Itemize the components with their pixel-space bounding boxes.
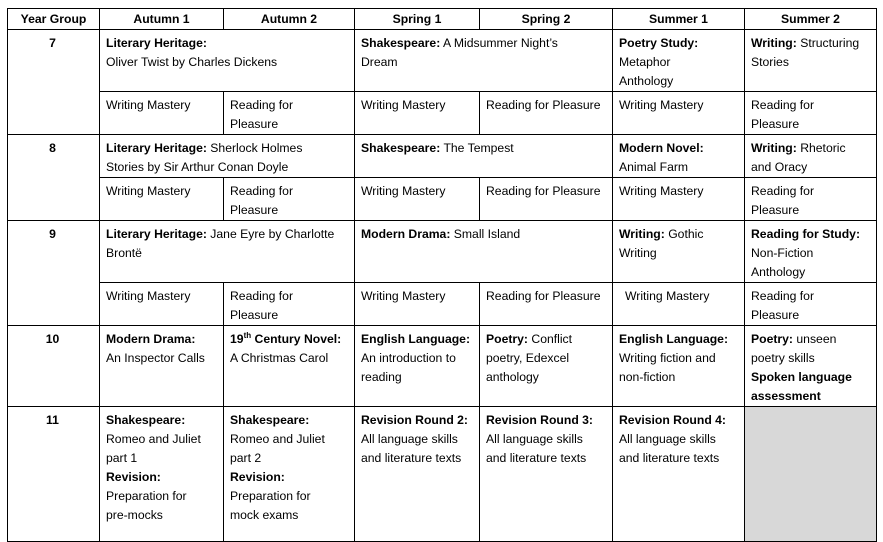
header-autumn-1: Autumn 1: [100, 9, 224, 30]
y7-spring-title: Shakespeare:: [361, 36, 441, 50]
y8-autumn-cell: [100, 135, 355, 178]
header-summer-1: Summer 1: [613, 9, 745, 30]
y8-sub-su2-l1: Reading for: [751, 184, 815, 198]
y11-a2-title: Shakespeare:: [230, 413, 310, 427]
y8-sub-a1: Writing Mastery: [100, 178, 224, 221]
y11-s2-cell: [480, 407, 613, 542]
y9-summer1-text-2: Writing: [619, 246, 657, 260]
y9-summer2-title: Reading for Study:: [751, 227, 861, 241]
y9-sub-a2: [224, 283, 355, 326]
y10-su1-title: English Language:: [619, 332, 729, 346]
year-11-label: 11: [8, 407, 100, 542]
y8-sub-a2-l2: Pleasure: [230, 203, 279, 217]
y10-s2-text-3: anthology: [486, 370, 539, 384]
y11-a2-text-2: part 2: [230, 451, 262, 465]
y11-a1-title-2: Revision:: [106, 470, 161, 484]
table-row: [8, 407, 877, 542]
y11-a2-text: Romeo and Juliet: [230, 432, 325, 446]
y7-summer2-text: Structuring: [796, 36, 860, 50]
y10-su2-text-4: assessment: [751, 389, 821, 403]
y7-summer2-text-2: Stories: [751, 55, 789, 69]
y9-sub-a2-l1: Reading for: [230, 289, 294, 303]
y10-a2-title-sup: th: [243, 330, 252, 340]
y8-sub-s1: Writing Mastery: [355, 178, 480, 221]
y9-summer1-cell: [613, 221, 745, 283]
y7-sub-s2: Reading for Pleasure: [480, 92, 613, 135]
year-7-label: 7: [8, 30, 100, 135]
y10-su2-text-2: poetry skills: [751, 351, 815, 365]
y11-a1-text-2: part 1: [106, 451, 138, 465]
y11-su2-empty-cell: [745, 407, 877, 542]
header-autumn-2: Autumn 2: [224, 9, 355, 30]
y10-su2-cell: [745, 326, 877, 407]
y7-summer1-title: Poetry Study:: [619, 36, 699, 50]
y11-a1-title: Shakespeare:: [106, 413, 186, 427]
y8-summer2-text-2: and Oracy: [751, 160, 808, 174]
table-row: [8, 221, 877, 283]
y9-summer2-text: Non-Fiction: [751, 246, 814, 260]
y9-sub-su2-l1: Reading for: [751, 289, 815, 303]
y11-s2-text-2: and literature texts: [486, 451, 587, 465]
header-row: [8, 9, 877, 30]
y8-summer1-cell: [613, 135, 745, 178]
y7-sub-a2: [224, 92, 355, 135]
y9-sub-a1: Writing Mastery: [100, 283, 224, 326]
y8-summer2-cell: [745, 135, 877, 178]
y9-spring-text: Small Island: [450, 227, 521, 241]
y9-summer2-text-2: Anthology: [751, 265, 806, 279]
y10-su2-text: unseen: [793, 332, 837, 346]
y7-spring-cell: [355, 30, 613, 92]
y11-su1-text: All language skills: [619, 432, 716, 446]
table-row: [8, 92, 877, 135]
y11-a2-title-2: Revision:: [230, 470, 285, 484]
y8-autumn-text: Sherlock Holmes: [206, 141, 303, 155]
y7-sub-a2-l1: Reading for: [230, 98, 294, 112]
table-row: [8, 283, 877, 326]
y10-su1-text-2: non-fiction: [619, 370, 676, 384]
y8-spring-text: The Tempest: [440, 141, 514, 155]
y11-a1-cell: [100, 407, 224, 542]
y11-a1-text-4: pre-mocks: [106, 508, 163, 522]
y8-sub-su2: [745, 178, 877, 221]
header-summer-2: Summer 2: [745, 9, 877, 30]
y10-a2-cell: [224, 326, 355, 407]
y8-summer2-title: Writing:: [751, 141, 797, 155]
y10-su1-text: Writing fiction and: [619, 351, 716, 365]
y7-sub-a1: Writing Mastery: [100, 92, 224, 135]
y10-s2-title: Poetry:: [486, 332, 528, 346]
y7-sub-su2-l1: Reading for: [751, 98, 815, 112]
year-10-label: 10: [8, 326, 100, 407]
y9-summer1-text: Gothic: [664, 227, 704, 241]
y10-s2-cell: [480, 326, 613, 407]
y9-sub-su2: [745, 283, 877, 326]
y8-autumn-text-2: Stories by Sir Arthur Conan Doyle: [106, 160, 289, 174]
y7-summer2-cell: [745, 30, 877, 92]
header-spring-1: Spring 1: [355, 9, 480, 30]
y9-autumn-cell: [100, 221, 355, 283]
table-row: [8, 135, 877, 178]
y11-su1-cell: [613, 407, 745, 542]
y8-sub-a2: [224, 178, 355, 221]
y9-sub-su1: Writing Mastery: [613, 283, 745, 326]
y10-a1-title: Modern Drama:: [106, 332, 196, 346]
y10-a2-title: [230, 330, 350, 349]
y11-s2-title: Revision Round 3:: [486, 413, 593, 427]
header-year-group: Year Group: [8, 9, 100, 30]
y9-sub-s1: Writing Mastery: [355, 283, 480, 326]
y7-autumn-title: Literary Heritage:: [106, 36, 207, 50]
y9-spring-title: Modern Drama:: [361, 227, 451, 241]
y11-su1-title: Revision Round 4:: [619, 413, 726, 427]
y8-sub-su2-l2: Pleasure: [751, 203, 800, 217]
y9-autumn-text-2: Brontë: [106, 246, 142, 260]
y7-spring-text-2: Dream: [361, 55, 398, 69]
table-row: [8, 326, 877, 407]
y8-summer1-text: Animal Farm: [619, 160, 689, 174]
y10-su2-title: Poetry:: [751, 332, 793, 346]
y10-s1-text-2: reading: [361, 370, 402, 384]
y7-sub-s1: Writing Mastery: [355, 92, 480, 135]
y9-spring-cell: [355, 221, 613, 283]
y9-summer1-title: Writing:: [619, 227, 665, 241]
curriculum-table: [7, 8, 877, 542]
y10-s1-text: An introduction to: [361, 351, 456, 365]
y7-sub-su1: Writing Mastery: [613, 92, 745, 135]
y10-s1-cell: [355, 326, 480, 407]
header-spring-2: Spring 2: [480, 9, 613, 30]
y8-sub-s2: Reading for Pleasure: [480, 178, 613, 221]
y8-spring-cell: [355, 135, 613, 178]
y7-autumn-text: Oliver Twist by Charles Dickens: [106, 55, 278, 69]
y11-a2-text-3: Preparation for: [230, 489, 311, 503]
year-9-label: 9: [8, 221, 100, 326]
y7-summer2-title: Writing:: [751, 36, 797, 50]
y11-s1-text: All language skills: [361, 432, 458, 446]
y11-a2-cell: [224, 407, 355, 542]
year-8-label: 8: [8, 135, 100, 221]
y9-sub-su2-l2: Pleasure: [751, 308, 800, 322]
y7-summer1-text: Metaphor: [619, 55, 671, 69]
y9-sub-s2: Reading for Pleasure: [480, 283, 613, 326]
y11-s2-text: All language skills: [486, 432, 583, 446]
y7-spring-text: A Midsummer Night’s: [440, 36, 558, 50]
y8-spring-title: Shakespeare:: [361, 141, 441, 155]
y7-sub-su2: [745, 92, 877, 135]
y10-a1-cell: [100, 326, 224, 407]
y11-a1-text: Romeo and Juliet: [106, 432, 201, 446]
y8-sub-a2-l1: Reading for: [230, 184, 294, 198]
y10-s1-title: English Language:: [361, 332, 471, 346]
y8-sub-su1: Writing Mastery: [613, 178, 745, 221]
y11-s1-cell: [355, 407, 480, 542]
y10-s2-text: Conflict: [528, 332, 573, 346]
y9-summer2-cell: [745, 221, 877, 283]
y7-sub-a2-l2: Pleasure: [230, 117, 279, 131]
table-row: [8, 30, 877, 92]
y10-a1-text: An Inspector Calls: [106, 351, 205, 365]
y9-sub-a2-l2: Pleasure: [230, 308, 279, 322]
table-row: [8, 178, 877, 221]
y10-a2-title-rest: Century Novel:: [251, 332, 342, 346]
y8-autumn-title: Literary Heritage:: [106, 141, 207, 155]
y11-su1-text-2: and literature texts: [619, 451, 720, 465]
y9-autumn-text: Jane Eyre by Charlotte: [206, 227, 335, 241]
y11-s1-text-2: and literature texts: [361, 451, 462, 465]
y10-su2-text-3: Spoken language: [751, 370, 852, 384]
y7-autumn-cell: [100, 30, 355, 92]
y11-a1-text-3: Preparation for: [106, 489, 187, 503]
y10-a2-text: A Christmas Carol: [230, 351, 329, 365]
y7-sub-su2-l2: Pleasure: [751, 117, 800, 131]
y7-summer1-text-2: Anthology: [619, 74, 674, 88]
y10-a2-title-num: 19: [230, 332, 244, 346]
y10-su1-cell: [613, 326, 745, 407]
y8-summer1-title: Modern Novel:: [619, 141, 704, 155]
y10-s2-text-2: poetry, Edexcel: [486, 351, 570, 365]
y9-autumn-title: Literary Heritage:: [106, 227, 207, 241]
y7-summer1-cell: [613, 30, 745, 92]
y11-a2-text-4: mock exams: [230, 508, 299, 522]
y11-s1-title: Revision Round 2:: [361, 413, 468, 427]
y8-summer2-text: Rhetoric: [796, 141, 846, 155]
